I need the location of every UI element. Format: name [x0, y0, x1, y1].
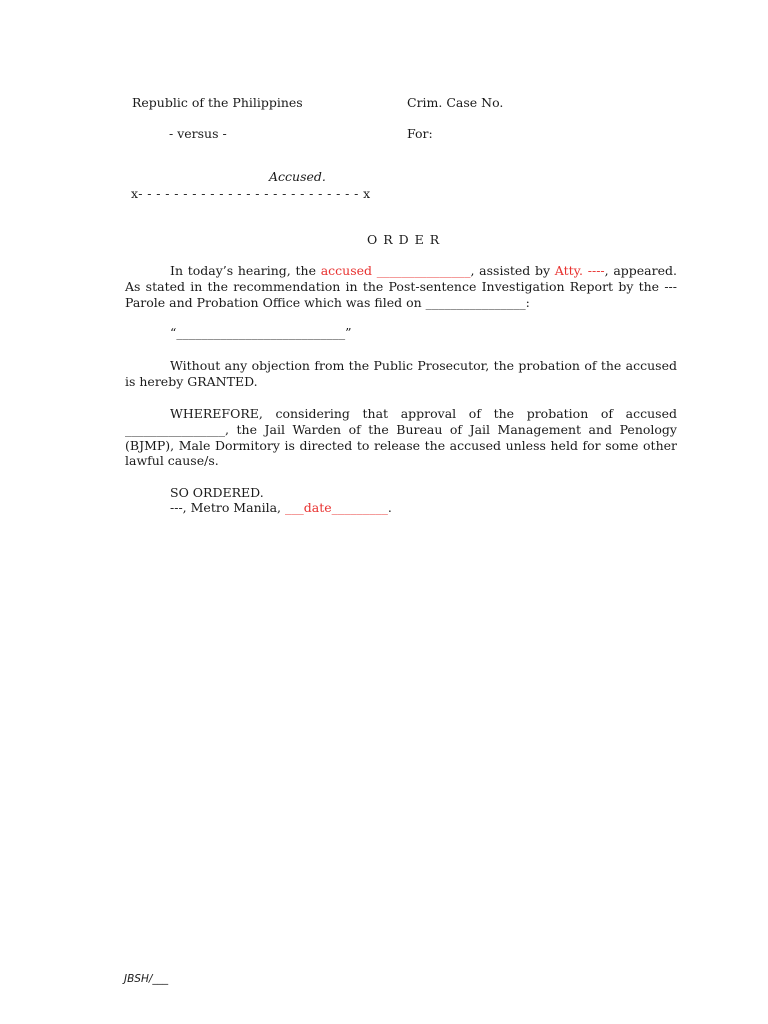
order-title: O R D E R [367, 232, 441, 247]
place-date-line: ---, Metro Manila, ___date_________. [170, 500, 392, 515]
quoted-recommendation-blank: “___________________________” [170, 325, 352, 340]
paragraph-hearing: In today’s hearing, the accused _______________, assisted by Atty. ----, appeared. As stated in the recommendation in the Post-sentence Investigation Report by the --- Parole and Probation Office which was filed on ________________: [125, 263, 677, 310]
for-label: For: [407, 126, 433, 141]
accused-name-field: accused _______________ [320, 263, 471, 278]
paragraph-wherefore: WHEREFORE, considering that approval of the probation of accused ________________, the Jail Warden of the Bureau of Jail Management and Penology (BJMP), Male Dormitory is directed to release the accused unless held for some other lawful cause/s. [125, 406, 677, 469]
so-ordered: SO ORDERED. [170, 485, 264, 500]
accused-label: Accused. [269, 169, 326, 184]
date-field: ___date_________ [285, 500, 388, 515]
republic-heading: Republic of the Philippines [132, 95, 303, 110]
paragraph-granted: Without any objection from the Public Prosecutor, the probation of the accused is hereby GRANTED. [125, 358, 677, 389]
footer-initials: JBSH/___ [124, 973, 169, 985]
attorney-name-field: Atty. ---- [554, 263, 605, 278]
versus-label: - versus - [169, 126, 227, 141]
criminal-case-number: Crim. Case No. [407, 95, 504, 110]
caption-separator: x- - - - - - - - - - - - - - - - - - - - - - - - - x [131, 186, 371, 201]
